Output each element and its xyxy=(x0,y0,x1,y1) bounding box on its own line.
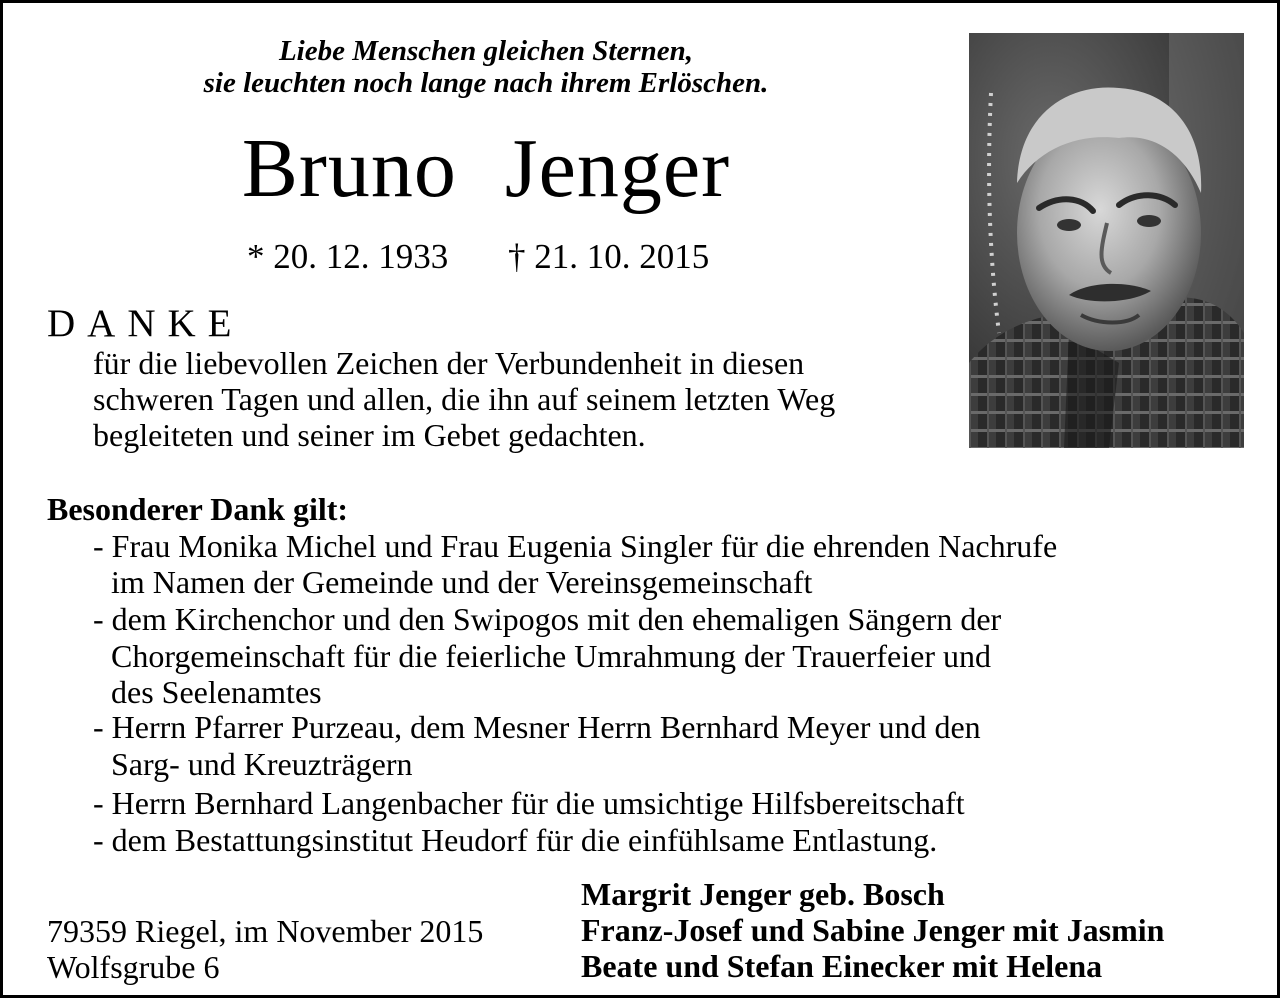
signature-1: Margrit Jenger geb. Bosch xyxy=(581,876,945,912)
address-line: Wolfsgrube 6 xyxy=(47,949,220,985)
danke-line-2: schweren Tagen und allen, die ihn auf seinem letzten Weg xyxy=(93,381,836,417)
birth-date: * 20. 12. 1933 xyxy=(247,237,449,276)
danke-line-3: begleiteten und seiner im Gebet gedachten. xyxy=(93,417,646,453)
thanks-line-2: im Namen der Gemeinde und der Vereinsgemeinschaft xyxy=(111,564,813,600)
signature-2: Franz-Josef und Sabine Jenger mit Jasmin xyxy=(581,912,1165,948)
place-date-line: 79359 Riegel, im November 2015 xyxy=(47,913,484,949)
danke-heading: DANKE xyxy=(47,302,244,345)
thanks-line-9: - dem Bestattungsinstitut Heudorf für die einfühlsame Entlastung. xyxy=(93,822,938,858)
deceased-name: Bruno Jenger xyxy=(241,122,731,215)
thanks-line-3: - dem Kirchenchor und den Swipogos mit den ehemaligen Sängern der xyxy=(93,601,1002,637)
portrait-icon xyxy=(969,33,1244,448)
thanks-line-5: des Seelenamtes xyxy=(111,674,322,710)
thanks-line-4: Chorgemeinschaft für die feierliche Umrahmung der Trauerfeier und xyxy=(111,638,991,674)
thanks-line-8: - Herrn Bernhard Langenbacher für die umsichtige Hilfsbereitschaft xyxy=(93,785,965,821)
motto-line-2: sie leuchten noch lange nach ihrem Erlöschen. xyxy=(203,67,769,99)
thanks-line-1: - Frau Monika Michel und Frau Eugenia Singler für die ehrenden Nachrufe xyxy=(93,528,1058,564)
thanks-line-7: Sarg- und Kreuzträgern xyxy=(111,746,413,782)
danke-line-1: für die liebevollen Zeichen der Verbundenheit in diesen xyxy=(93,345,805,381)
special-thanks-heading: Besonderer Dank gilt: xyxy=(47,491,349,527)
signature-3: Beate und Stefan Einecker mit Helena xyxy=(581,948,1103,984)
motto-line-1: Liebe Menschen gleichen Sternen, xyxy=(278,35,694,67)
thanks-line-6: - Herrn Pfarrer Purzeau, dem Mesner Herrn Bernhard Meyer und den xyxy=(93,709,981,745)
death-date: † 21. 10. 2015 xyxy=(508,237,710,276)
portrait-photo xyxy=(969,33,1244,448)
